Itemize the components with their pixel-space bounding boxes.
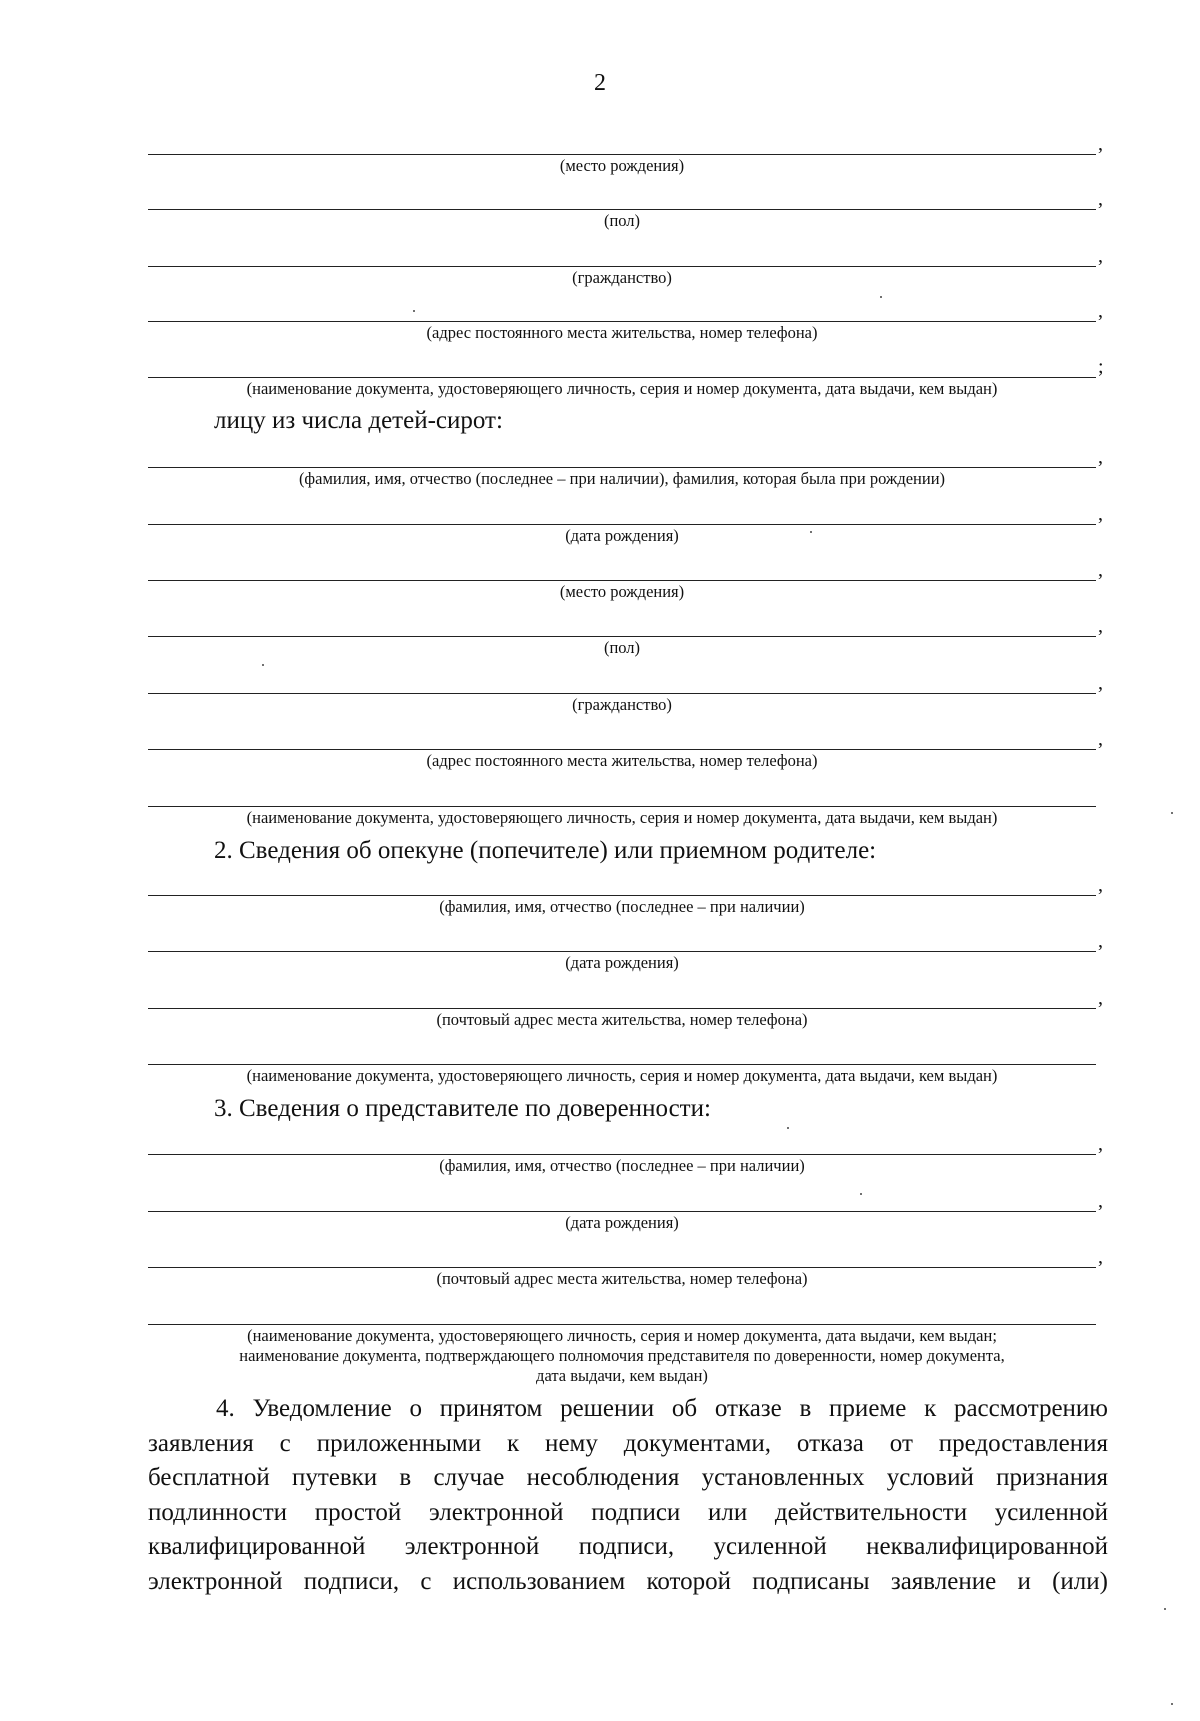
- fill-line[interactable]: [148, 806, 1096, 807]
- field-caption: (дата рождения): [565, 1213, 679, 1232]
- paragraph-line: электронной подписи, с использованием которой подписаны заявление и (или): [148, 1567, 1108, 1595]
- fill-line[interactable]: [148, 636, 1096, 637]
- fill-line[interactable]: [148, 209, 1096, 210]
- field-caption: (гражданство): [572, 695, 672, 714]
- fill-line[interactable]: [148, 524, 1096, 525]
- field-punctuation: ,: [1098, 1190, 1103, 1212]
- fill-line[interactable]: [148, 1267, 1096, 1268]
- field-caption: (почтовый адрес места жительства, номер телефона): [436, 1010, 808, 1029]
- caption-line: дата выдачи, кем выдан): [536, 1366, 708, 1385]
- field-caption: (пол): [603, 638, 641, 657]
- field-punctuation: ,: [1098, 1133, 1103, 1155]
- field-caption: (фамилия, имя, отчество (последнее – при наличии): [439, 1156, 805, 1175]
- paragraph-line: подлинности простой электронной подписи или действительности усиленной: [148, 1498, 1108, 1526]
- field-caption: (наименование документа, удостоверяющего личность, серия и номер документа, дата выдачи, кем выдан): [246, 1066, 998, 1085]
- field-caption: (гражданство): [572, 268, 672, 287]
- fill-line[interactable]: [148, 266, 1096, 267]
- field-caption: (место рождения): [559, 156, 685, 175]
- paragraph-line: бесплатной путевки в случае несоблюдения установленных условий признания: [148, 1464, 1108, 1491]
- paragraph-4: [148, 1392, 1108, 1599]
- field-punctuation: ,: [1098, 188, 1103, 210]
- field-caption: (место рождения): [559, 582, 685, 601]
- scan-speck: [810, 531, 812, 533]
- field-punctuation: ,: [1098, 133, 1103, 155]
- field-punctuation: ,: [1098, 503, 1103, 525]
- fill-line[interactable]: [148, 321, 1096, 322]
- fill-line[interactable]: [148, 1008, 1096, 1009]
- scan-speck: [413, 310, 415, 312]
- fill-line[interactable]: [148, 377, 1096, 378]
- fill-line[interactable]: [148, 580, 1096, 581]
- fill-line[interactable]: [148, 154, 1096, 155]
- field-punctuation: ,: [1098, 987, 1103, 1009]
- field-caption: (пол): [603, 211, 641, 230]
- caption-line: (наименование документа, удостоверяющего личность, серия и номер документа, дата выдачи, кем выдан;: [247, 1326, 997, 1345]
- fill-line[interactable]: [148, 1211, 1096, 1212]
- field-punctuation: ;: [1098, 356, 1104, 378]
- field-caption: (дата рождения): [565, 953, 679, 972]
- field-caption: (дата рождения): [565, 526, 679, 545]
- fill-line[interactable]: [148, 895, 1096, 896]
- paragraph-line: 4. Уведомление о принятом решении об отказе в приеме к рассмотрению: [216, 1395, 1108, 1422]
- field-caption: (фамилия, имя, отчество (последнее – при наличии), фамилия, которая была при рождении): [298, 469, 946, 488]
- representative-heading: 3. Сведения о представителе по доверенности:: [214, 1095, 711, 1122]
- fill-line[interactable]: [148, 1154, 1096, 1155]
- field-punctuation: ,: [1098, 300, 1103, 322]
- page-number: 2: [594, 70, 606, 96]
- field-punctuation: ,: [1098, 446, 1103, 468]
- scan-speck: [1171, 812, 1173, 814]
- caption-line: наименование документа, подтверждающего полномочия представителя по доверенности, номер документа,: [239, 1346, 1005, 1365]
- scan-speck: [787, 1127, 789, 1129]
- field-punctuation: ,: [1098, 1246, 1103, 1268]
- field-punctuation: ,: [1098, 615, 1103, 637]
- field-punctuation: ,: [1098, 874, 1103, 896]
- field-punctuation: ,: [1098, 930, 1103, 952]
- fill-line[interactable]: [148, 951, 1096, 952]
- field-caption: (адрес постоянного места жительства, номер телефона): [426, 323, 818, 342]
- field-caption: (наименование документа, удостоверяющего личность, серия и номер документа, дата выдачи, кем выдан): [246, 379, 998, 398]
- guardian-heading: 2. Сведения об опекуне (попечителе) или приемном родителе:: [214, 837, 877, 864]
- field-caption: (фамилия, имя, отчество (последнее – при наличии): [439, 897, 805, 916]
- scan-speck: [1164, 1608, 1166, 1610]
- fill-line[interactable]: [148, 1064, 1096, 1065]
- field-caption: [148, 1326, 1096, 1386]
- field-caption: (почтовый адрес места жительства, номер телефона): [436, 1269, 808, 1288]
- scan-speck: [880, 296, 882, 298]
- field-caption: (адрес постоянного места жительства, номер телефона): [426, 751, 818, 770]
- field-punctuation: ,: [1098, 559, 1103, 581]
- fill-line[interactable]: [148, 467, 1096, 468]
- scan-speck: [262, 664, 264, 666]
- orphan-heading: лицу из числа детей-сирот:: [214, 407, 503, 434]
- fill-line[interactable]: [148, 693, 1096, 694]
- paragraph-line: квалифицированной электронной подписи, усиленной неквалифицированной: [148, 1533, 1108, 1560]
- fill-line[interactable]: [148, 749, 1096, 750]
- field-punctuation: ,: [1098, 672, 1103, 694]
- field-punctuation: ,: [1098, 728, 1103, 750]
- field-caption: (наименование документа, удостоверяющего личность, серия и номер документа, дата выдачи, кем выдан): [246, 808, 998, 827]
- scan-speck: [1171, 1703, 1173, 1705]
- scan-speck: [860, 1193, 862, 1195]
- field-punctuation: ,: [1098, 245, 1103, 267]
- paragraph-line: заявления с приложенными к нему документами, отказа от предоставления: [148, 1429, 1108, 1457]
- fill-line[interactable]: [148, 1324, 1096, 1325]
